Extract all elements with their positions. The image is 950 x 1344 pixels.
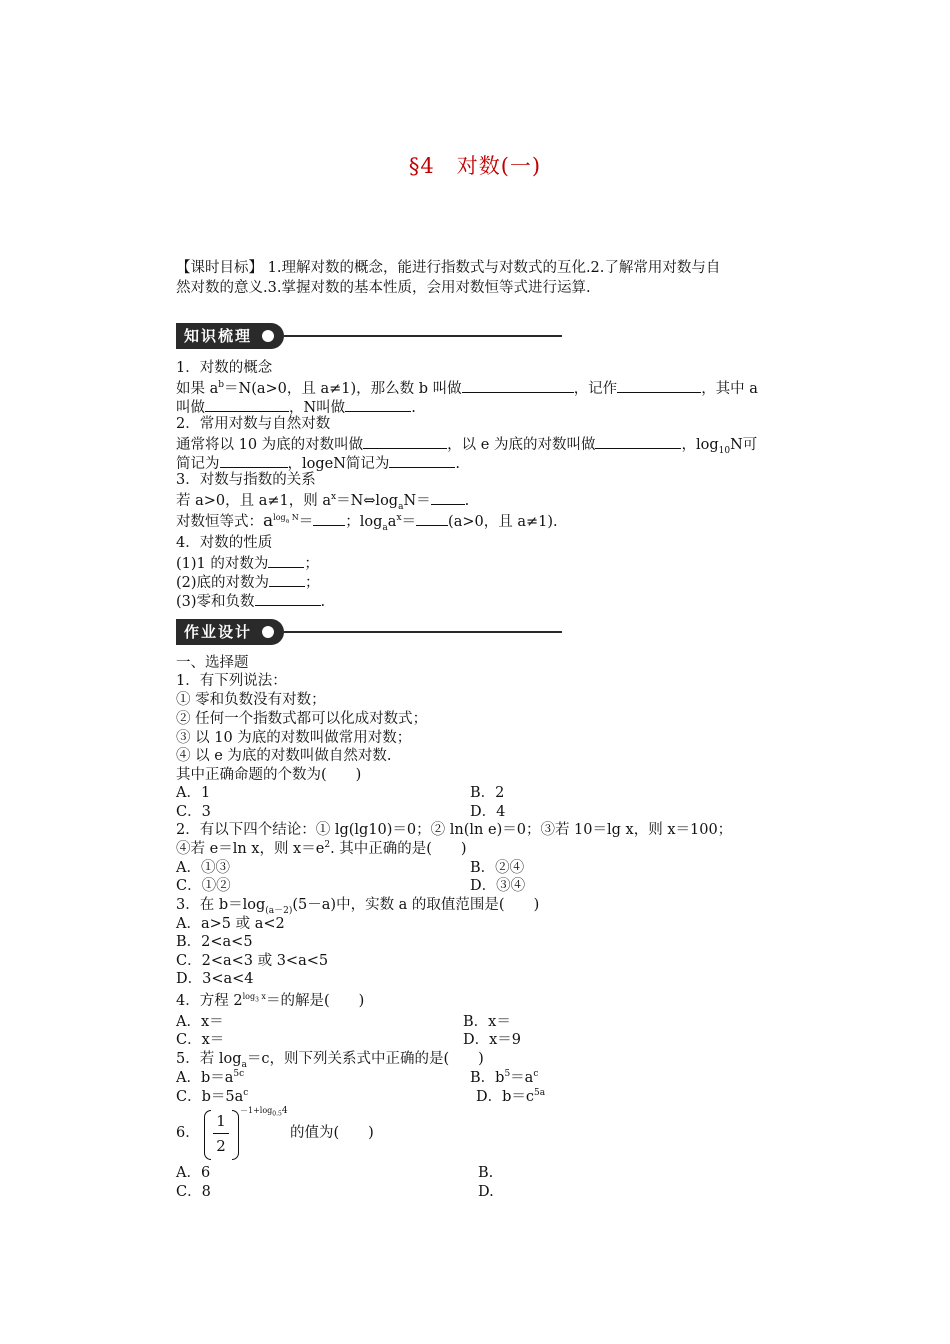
q2-option-c[interactable]: C．①② [176, 878, 231, 894]
q1-ask: 其中正确命题的个数为( ) [176, 767, 362, 783]
k2-heading: 2．常用对数与自然对数 [176, 416, 331, 432]
q4-option-a[interactable]: A．x＝ [176, 1014, 224, 1030]
q6-numerator: 1 [216, 1112, 226, 1130]
q5-option-d[interactable]: D．$b=c^{5a}$ [476, 1088, 546, 1105]
k3-line-1: 若 a>0，且 a≠1，则 $a^x=N\Leftrightarrow\log_aN=$ . [176, 490, 469, 510]
blank[interactable] [255, 591, 321, 606]
goal-label: 【课时目标】 [176, 260, 263, 276]
bullet-dot-icon [262, 330, 274, 342]
q1-option-d[interactable]: D．4 [470, 804, 506, 820]
k4-item-1: (1)1 的对数为 ； [176, 553, 319, 573]
q5-option-b[interactable]: B．$b^5=a^c$ [470, 1069, 539, 1086]
blank[interactable] [363, 434, 447, 449]
q2-stem-1: 2．有以下四个结论：① lg(lg10)＝0；② ln(ln e)＝0；③若 10＝lg x，则 x＝100； [176, 822, 733, 838]
q4-option-c[interactable]: C．x＝ [176, 1032, 225, 1048]
q3-option-c[interactable]: C．2<a<3 或 3<a<5 [176, 953, 329, 969]
blank[interactable] [313, 511, 345, 526]
blank[interactable] [595, 434, 681, 449]
q6-fraction [204, 1110, 238, 1160]
page-title: §4 对数(一) [408, 154, 542, 178]
q2-option-a[interactable]: A．①③ [176, 860, 230, 876]
blank[interactable] [389, 453, 455, 468]
q1-stem: 1．有下列说法： [176, 673, 287, 689]
section-title-homework: 作业设计 [176, 619, 284, 645]
k4-heading: 4．对数的性质 [176, 535, 273, 551]
q1-option-a[interactable]: A．1 [176, 785, 211, 801]
q6-tail: 的值为( ) [290, 1125, 374, 1141]
k3-heading: 3．对数与指数的关系 [176, 472, 316, 488]
q2-stem-2: ④若 e＝ln x，则 $x=e^2$. 其中正确的是( ) [176, 840, 467, 857]
q4-option-b[interactable]: B．x＝ [463, 1014, 511, 1030]
q4-stem: 4．方程 $2^{log_3 x}=$的解是( ) [176, 992, 365, 1009]
q6-exponent: $-1+\log_{0.5}4$ [240, 1106, 288, 1118]
k1-line-1: 如果 $a^b=N(a>0$，且 a≠1)，那么数 b 叫做 ，记作 ，其中 a [176, 378, 758, 398]
blank[interactable] [431, 490, 465, 505]
q6-denominator: 2 [216, 1137, 226, 1155]
blank[interactable] [220, 453, 288, 468]
part-heading: 一、选择题 [176, 655, 249, 671]
section-rule [284, 335, 562, 337]
q3-option-b[interactable]: B．2<a<5 [176, 934, 253, 950]
section-title-knowledge: 知识梳理 [176, 323, 284, 349]
q4-option-d[interactable]: D．x＝9 [463, 1032, 522, 1048]
blank[interactable] [345, 397, 411, 412]
goal-line-1 [176, 259, 720, 277]
section-rule [284, 631, 562, 633]
q6-option-b[interactable]: B. [478, 1165, 494, 1181]
q3-stem: 3．在 $b=\log_{(a-2)}(5-a)$中，实数 a 的取值范围是( ) [176, 897, 540, 916]
blank[interactable] [268, 553, 304, 568]
k2-line-2: 简记为 ，logeN简记为 . [176, 453, 460, 473]
k4-item-2: (2)底的对数为 ； [176, 572, 320, 592]
goal-text-2: 然对数的意义.3.掌握对数的基本性质，会用对数恒等式进行运算. [176, 280, 591, 296]
q5-option-a[interactable]: A．$b=a^{5c}$ [176, 1069, 245, 1086]
q3-option-d[interactable]: D．3<a<4 [176, 971, 254, 987]
q1-option-b[interactable]: B．2 [470, 785, 505, 801]
goal-text-1: 1.理解对数的概念，能进行指数式与对数式的互化.2.了解常用对数与自 [267, 260, 721, 276]
bullet-dot-icon [262, 626, 274, 638]
blank[interactable] [462, 378, 574, 393]
q1-option-c[interactable]: C．3 [176, 804, 211, 820]
k1-heading: 1．对数的概念 [176, 360, 273, 376]
k4-item-3: (3)零和负数 . [176, 591, 325, 611]
section-banner-knowledge [176, 323, 561, 349]
q6-option-a[interactable]: A．6 [176, 1165, 211, 1181]
k2-line-1: 通常将以 10 为底的对数叫做 ，以 e 为底的对数叫做 ，$\log_{10}N$可 [176, 434, 757, 454]
q6-number: 6． [176, 1125, 200, 1141]
blank[interactable] [416, 511, 448, 526]
left-paren-icon [204, 1110, 211, 1160]
q5-option-c[interactable]: C．$b=5a^c$ [176, 1088, 249, 1105]
q2-option-d[interactable]: D．③④ [470, 878, 526, 894]
k3-line-2: 对数恒等式：$a^{log_a N}=$ ；$\log_aa^x= (a>0$，且 a≠1). [176, 511, 558, 533]
q1-statement-4: ④ 以 e 为底的对数叫做自然对数. [176, 748, 392, 764]
right-paren-icon [232, 1110, 239, 1160]
fraction-bar [213, 1133, 229, 1134]
q3-option-a[interactable]: A．a>5 或 a<2 [176, 916, 285, 932]
section-banner-homework [176, 619, 561, 645]
q6-option-c[interactable]: C．8 [176, 1184, 211, 1200]
q1-statement-2: ② 任何一个指数式都可以化成对数式； [176, 711, 428, 727]
blank[interactable] [617, 378, 701, 393]
k1-line-2: 叫做 ，N叫做 . [176, 397, 416, 417]
q6-option-d[interactable]: D. [478, 1184, 494, 1200]
q1-statement-1: ① 零和负数没有对数； [176, 692, 326, 708]
blank[interactable] [205, 397, 289, 412]
q2-option-b[interactable]: B．②④ [470, 860, 525, 876]
blank[interactable] [269, 572, 305, 587]
q1-statement-3: ③ 以 10 为底的对数叫做常用对数； [176, 730, 412, 746]
q5-stem: 5．若 $\log_a=c$，则下列关系式中正确的是( ) [176, 1051, 484, 1070]
